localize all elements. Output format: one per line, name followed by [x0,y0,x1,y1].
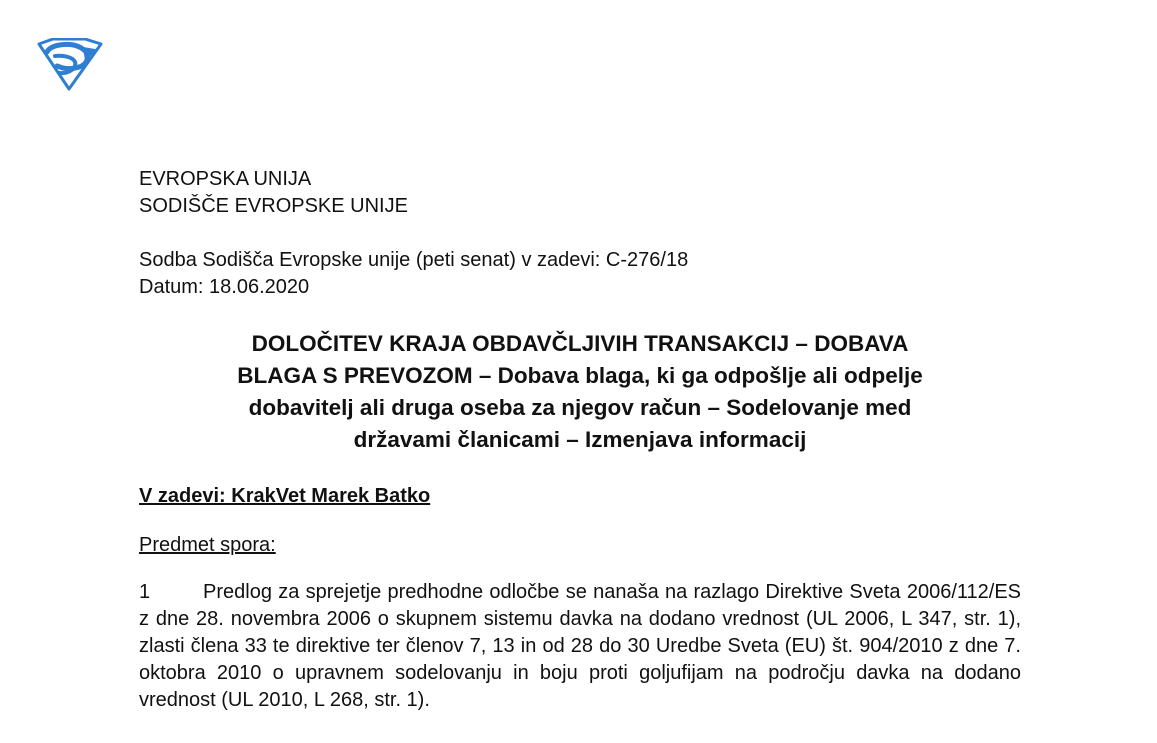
title-line: BLAGA S PREVOZOM – Dobava blaga, ki ga odpošlje ali odpelje [237,363,923,388]
paragraph-number: 1 [139,581,151,603]
title-line: DOLOČITEV KRAJA OBDAVČLJIVIH TRANSAKCIJ – DOBAVA [251,331,909,356]
union-name: EVROPSKA UNIJA [139,168,312,190]
paragraph-text: Predlog za sprejetje predhodne odločbe se nanaša na razlago Direktive Sveta 2006/112/ES z dne 28. novembra 2006 o skupnem sistemu davka na dodano vrednost (UL 2006, L 347, str. 1), zlasti člena 33 te direktive ter členov 7, 13 in od 28 do 30 Uredbe Sveta (EU) št. 904/2010 z dne 7. oktobra 2010 o upravnem sodelovanju in boju proti goljufijam na področju davka na dodano vrednost (UL 2010, L 268, str. 1). [139,581,1021,711]
judgment-date: Datum: 18.06.2020 [139,276,310,298]
title-line: dobavitelj ali druga oseba za njegov račun – Sodelovanje med [248,395,912,420]
diamond-logo-icon [33,38,105,92]
court-name: SODIŠČE EVROPSKE UNIJE [139,195,408,217]
subject-heading: Predmet spora: [139,534,276,556]
meta-block [139,247,1021,301]
paragraph-1 [139,579,1021,714]
document-title [139,328,1021,456]
case-heading: V zadevi: KrakVet Marek Batko [139,485,431,507]
document-body [139,166,1021,714]
header-block [139,166,1021,220]
judgment-reference: Sodba Sodišča Evropske unije (peti senat) v zadevi: C-276/18 [139,249,689,271]
title-line: državami članicami – Izmenjava informacij [353,427,807,452]
court-logo [33,38,105,92]
